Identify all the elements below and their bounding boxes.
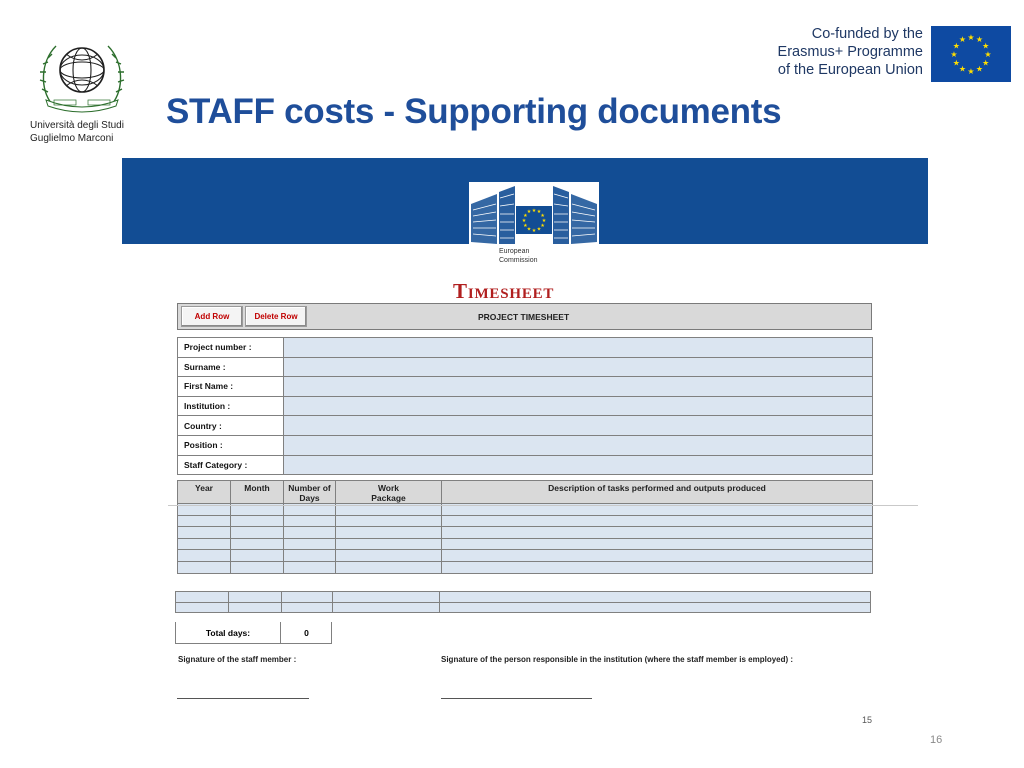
total-days-value: 0 bbox=[304, 627, 309, 638]
star-icon: ★ bbox=[523, 212, 528, 219]
column-header bbox=[442, 481, 873, 504]
university-name bbox=[30, 119, 140, 145]
star-icon: ★ bbox=[531, 207, 537, 214]
info-value-input[interactable] bbox=[284, 455, 873, 475]
total-days-box bbox=[175, 622, 332, 644]
table-cell-input[interactable] bbox=[282, 592, 333, 603]
table-row bbox=[178, 561, 873, 573]
table-cell-input[interactable] bbox=[284, 527, 336, 539]
timesheet-toolbar bbox=[177, 303, 872, 330]
info-value-input[interactable] bbox=[284, 416, 873, 436]
table-cell-input[interactable] bbox=[333, 602, 440, 613]
info-row bbox=[178, 416, 873, 436]
university-name-line2: Guglielmo Marconi bbox=[30, 133, 114, 144]
table-cell-input[interactable] bbox=[442, 538, 873, 550]
info-row bbox=[178, 338, 873, 358]
info-row bbox=[178, 357, 873, 377]
star-icon: ★ bbox=[526, 209, 532, 216]
table-cell-input[interactable] bbox=[231, 561, 284, 573]
info-value-input[interactable] bbox=[284, 357, 873, 377]
info-row bbox=[178, 377, 873, 397]
table-cell-input[interactable] bbox=[231, 527, 284, 539]
info-label: Institution : bbox=[178, 396, 284, 416]
work-entries-table-continued bbox=[175, 591, 871, 613]
table-cell-input[interactable] bbox=[336, 538, 442, 550]
university-logo bbox=[36, 32, 128, 117]
star-icon: ★ bbox=[526, 226, 532, 233]
signature-responsible-label: Signature of the person responsible in the institution (where the staff member is employed) : bbox=[441, 655, 794, 664]
star-icon: ★ bbox=[536, 226, 542, 233]
star-icon: ★ bbox=[982, 41, 990, 51]
table-cell-input[interactable] bbox=[176, 592, 229, 603]
info-label: Staff Category : bbox=[178, 455, 284, 475]
table-row bbox=[176, 592, 871, 603]
ec-logo-line2: Commission bbox=[499, 257, 538, 264]
column-header-line1: Number of bbox=[288, 483, 331, 493]
info-value-input[interactable] bbox=[284, 338, 873, 358]
star-icon: ★ bbox=[521, 217, 527, 224]
star-icon: ★ bbox=[523, 222, 528, 229]
table-cell-input[interactable] bbox=[231, 515, 284, 527]
column-header-line1: Month bbox=[244, 483, 270, 493]
slide-number: 16 bbox=[930, 734, 943, 746]
column-header bbox=[178, 481, 231, 504]
ec-logo-line1: European bbox=[499, 248, 530, 255]
delete-row-button[interactable]: Delete Row bbox=[245, 306, 307, 327]
table-cell-input[interactable] bbox=[178, 550, 231, 562]
column-header bbox=[284, 481, 336, 504]
erasmus-cofunded-text bbox=[745, 25, 923, 79]
table-cell-input[interactable] bbox=[442, 515, 873, 527]
star-icon: ★ bbox=[975, 64, 984, 74]
total-days-label: Total days: bbox=[176, 622, 281, 643]
info-label: Project number : bbox=[178, 338, 284, 358]
star-icon: ★ bbox=[531, 227, 537, 234]
star-icon: ★ bbox=[958, 64, 967, 74]
erasmus-line1: Co-funded by the bbox=[811, 26, 923, 42]
column-header-line1: Work bbox=[377, 483, 400, 493]
info-row bbox=[178, 435, 873, 455]
table-cell-input[interactable] bbox=[336, 550, 442, 562]
add-row-button[interactable]: Add Row bbox=[181, 306, 243, 327]
star-icon: ★ bbox=[950, 49, 958, 59]
star-icon: ★ bbox=[540, 212, 545, 219]
star-icon: ★ bbox=[952, 41, 960, 51]
erasmus-line2: Erasmus+ Programme bbox=[777, 44, 923, 60]
table-row bbox=[178, 550, 873, 562]
table-cell-input[interactable] bbox=[284, 550, 336, 562]
star-icon: ★ bbox=[536, 209, 542, 216]
column-header bbox=[336, 481, 442, 504]
table-row bbox=[178, 527, 873, 539]
star-icon: ★ bbox=[952, 58, 960, 68]
table-cell-input[interactable] bbox=[178, 561, 231, 573]
timesheet-title bbox=[453, 279, 554, 304]
divider bbox=[168, 505, 918, 506]
star-icon: ★ bbox=[984, 49, 992, 59]
info-value-input[interactable] bbox=[284, 377, 873, 397]
column-header-line2: Days bbox=[299, 493, 320, 503]
table-cell-input[interactable] bbox=[336, 527, 442, 539]
column-header-line1: Year bbox=[195, 483, 213, 493]
table-cell-input[interactable] bbox=[284, 561, 336, 573]
signature-staff-line[interactable] bbox=[177, 698, 309, 699]
table-cell-input[interactable] bbox=[178, 538, 231, 550]
star-icon: ★ bbox=[982, 58, 990, 68]
table-cell-input[interactable] bbox=[178, 527, 231, 539]
table-cell-input[interactable] bbox=[178, 515, 231, 527]
table-cell-input[interactable] bbox=[284, 515, 336, 527]
signature-staff-label: Signature of the staff member : bbox=[178, 655, 297, 664]
table-cell-input[interactable] bbox=[284, 538, 336, 550]
erasmus-line3: of the European Union bbox=[777, 62, 923, 78]
project-timesheet-label: PROJECT TIMESHEET bbox=[478, 312, 570, 322]
column-header-line2: Package bbox=[371, 493, 406, 503]
star-icon: ★ bbox=[975, 35, 984, 45]
table-cell-input[interactable] bbox=[336, 515, 442, 527]
table-cell-input[interactable] bbox=[442, 527, 873, 539]
table-cell-input[interactable] bbox=[333, 592, 440, 603]
table-cell-input[interactable] bbox=[231, 550, 284, 562]
ec-building-icon bbox=[469, 182, 599, 247]
timesheet-title-initial: T bbox=[453, 279, 468, 303]
table-cell-input[interactable] bbox=[229, 592, 282, 603]
info-label: Country : bbox=[178, 416, 284, 436]
info-label: First Name : bbox=[178, 377, 284, 397]
staff-info-table bbox=[177, 337, 873, 475]
table-row bbox=[178, 538, 873, 550]
university-name-line1: Università degli Studi bbox=[30, 120, 124, 131]
eu-flag-icon bbox=[931, 26, 1011, 82]
info-label: Position : bbox=[178, 435, 284, 455]
table-cell-input[interactable] bbox=[336, 561, 442, 573]
table-cell-input[interactable] bbox=[440, 602, 871, 613]
table-cell-input[interactable] bbox=[442, 561, 873, 573]
star-icon: ★ bbox=[540, 222, 545, 229]
table-cell-input[interactable] bbox=[229, 602, 282, 613]
info-row bbox=[178, 455, 873, 475]
star-icon: ★ bbox=[541, 217, 547, 224]
column-header-line1: Description of tasks performed and outputs produced bbox=[548, 483, 766, 493]
slide-title: STAFF costs - Supporting documents bbox=[166, 92, 782, 131]
star-icon: ★ bbox=[958, 35, 967, 45]
ec-logo-text bbox=[499, 247, 538, 265]
column-header bbox=[231, 481, 284, 504]
info-value-input[interactable] bbox=[284, 396, 873, 416]
table-row bbox=[176, 602, 871, 613]
signature-responsible-line[interactable] bbox=[441, 698, 592, 699]
table-cell-input[interactable] bbox=[231, 538, 284, 550]
info-label: Surname : bbox=[178, 357, 284, 377]
star-icon: ★ bbox=[967, 66, 975, 76]
star-icon: ★ bbox=[967, 32, 975, 42]
table-cell-input[interactable] bbox=[440, 592, 871, 603]
info-value-input[interactable] bbox=[284, 435, 873, 455]
table-cell-input[interactable] bbox=[442, 550, 873, 562]
info-row bbox=[178, 396, 873, 416]
document-page-number: 15 bbox=[862, 715, 873, 725]
work-entries-table bbox=[177, 480, 873, 574]
table-cell-input[interactable] bbox=[176, 602, 229, 613]
timesheet-title-rest: IMESHEET bbox=[467, 286, 555, 302]
table-cell-input[interactable] bbox=[282, 602, 333, 613]
table-row bbox=[178, 515, 873, 527]
